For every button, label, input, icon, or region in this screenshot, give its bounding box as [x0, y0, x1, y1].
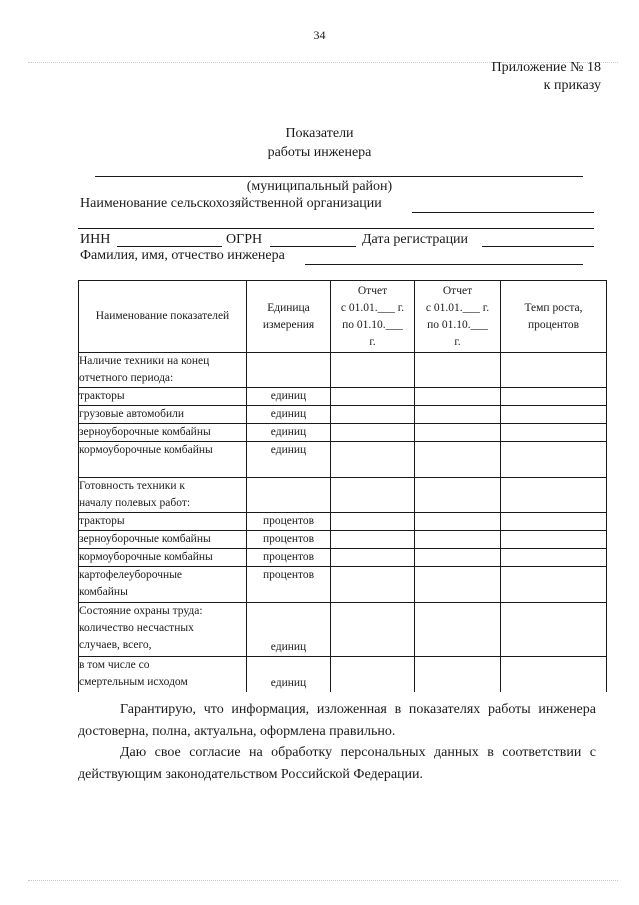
- value-cell[interactable]: [331, 353, 415, 388]
- table-row: [79, 478, 607, 513]
- appendix-order: к приказу: [543, 78, 601, 93]
- org-name-field-continuation[interactable]: [78, 228, 594, 229]
- value-cell[interactable]: [331, 478, 415, 513]
- section-title-equipment: Наличие техники на конец отчетного периода:: [79, 353, 247, 388]
- table-row: [79, 353, 607, 388]
- table-row: [79, 531, 607, 549]
- header-report-2: Отчет с 01.01.___ г. по 01.10.___ г.: [415, 281, 501, 353]
- value-cell[interactable]: [331, 513, 415, 531]
- table-row: [79, 549, 607, 567]
- row-label: тракторы: [79, 388, 247, 406]
- header-indicator-name: Наименование показателей: [79, 281, 247, 353]
- appendix-number: Приложение № 18: [491, 60, 601, 75]
- row-label: кормоуборочные комбайны: [79, 442, 247, 478]
- row-unit: процентов: [247, 567, 331, 603]
- value-cell[interactable]: [415, 531, 501, 549]
- consent-paragraph: Даю свое согласие на обработку персональных данных в соответствии с действующим законодательством Российской Федерации.: [78, 745, 596, 782]
- table-row: [79, 513, 607, 531]
- value-cell[interactable]: [501, 478, 607, 513]
- table-header-row: [79, 281, 607, 353]
- value-cell[interactable]: [415, 442, 501, 478]
- footer-divider: [28, 880, 618, 881]
- document-subtitle: работы инженера: [267, 145, 372, 160]
- value-cell[interactable]: [415, 353, 501, 388]
- table-row: [79, 603, 607, 657]
- inn-field[interactable]: [117, 246, 222, 247]
- value-cell[interactable]: [501, 531, 607, 549]
- reg-date-label: Дата регистрации: [362, 232, 469, 247]
- section-title-readiness: Готовность техники к началу полевых работ:: [79, 478, 247, 513]
- value-cell[interactable]: [331, 567, 415, 603]
- header-unit: Единица измерения: [247, 281, 331, 353]
- value-cell[interactable]: [415, 567, 501, 603]
- inn-label: ИНН: [80, 232, 111, 247]
- row-unit: процентов: [247, 549, 331, 567]
- reg-date-field[interactable]: [482, 246, 594, 247]
- ogrn-field[interactable]: [270, 246, 356, 247]
- value-cell[interactable]: [501, 513, 607, 531]
- value-cell[interactable]: [331, 388, 415, 406]
- value-cell[interactable]: [415, 478, 501, 513]
- value-cell[interactable]: [331, 549, 415, 567]
- table-row: [79, 406, 607, 424]
- row-unit: процентов: [247, 513, 331, 531]
- org-name-label: Наименование сельскохозяйственной организации: [80, 196, 382, 211]
- row-unit: единиц: [247, 603, 331, 657]
- table-row: [79, 388, 607, 406]
- page-number: 34: [313, 28, 326, 42]
- document-title: Показатели: [285, 126, 354, 141]
- header-growth-rate: Темп роста, процентов: [501, 281, 607, 353]
- value-cell[interactable]: [415, 657, 501, 692]
- guarantee-paragraph: Гарантирую, что информация, изложенная в показателях работы инженера достоверна, полна, актуальна, оформлена правильно.: [78, 702, 596, 739]
- district-blank-line[interactable]: [95, 176, 583, 177]
- value-cell[interactable]: [501, 406, 607, 424]
- table-row: [79, 424, 607, 442]
- value-cell[interactable]: [331, 442, 415, 478]
- row-unit: единиц: [247, 657, 331, 692]
- district-caption: (муниципальный район): [246, 179, 393, 194]
- engineer-name-label: Фамилия, имя, отчество инженера: [80, 248, 285, 263]
- row-label: картофелеуборочные комбайны: [79, 567, 247, 603]
- value-cell[interactable]: [331, 406, 415, 424]
- row-label: кормоуборочные комбайны: [79, 549, 247, 567]
- org-name-field[interactable]: [412, 212, 594, 213]
- ogrn-label: ОГРН: [226, 232, 263, 247]
- engineer-name-field[interactable]: [305, 264, 583, 265]
- value-cell[interactable]: [501, 549, 607, 567]
- value-cell[interactable]: [415, 603, 501, 657]
- value-cell[interactable]: [501, 657, 607, 692]
- value-cell[interactable]: [501, 424, 607, 442]
- table-row: [79, 567, 607, 603]
- value-cell[interactable]: [331, 657, 415, 692]
- row-label: тракторы: [79, 513, 247, 531]
- value-cell[interactable]: [501, 353, 607, 388]
- row-label: зерноуборочные комбайны: [79, 424, 247, 442]
- table-row: [79, 657, 607, 692]
- value-cell[interactable]: [415, 549, 501, 567]
- value-cell[interactable]: [501, 442, 607, 478]
- row-label: грузовые автомобили: [79, 406, 247, 424]
- value-cell[interactable]: [331, 531, 415, 549]
- row-unit: единиц: [247, 442, 331, 478]
- value-cell[interactable]: [501, 388, 607, 406]
- value-cell[interactable]: [501, 603, 607, 657]
- value-cell[interactable]: [415, 388, 501, 406]
- row-unit: процентов: [247, 531, 331, 549]
- value-cell[interactable]: [415, 406, 501, 424]
- table-row: [79, 442, 607, 478]
- value-cell[interactable]: [331, 424, 415, 442]
- value-cell[interactable]: [415, 424, 501, 442]
- row-unit: единиц: [247, 406, 331, 424]
- header-report-1: Отчет с 01.01.___ г. по 01.10.___ г.: [331, 281, 415, 353]
- value-cell[interactable]: [415, 513, 501, 531]
- indicators-table: [78, 280, 607, 692]
- row-label: зерноуборочные комбайны: [79, 531, 247, 549]
- value-cell[interactable]: [331, 603, 415, 657]
- row-label: в том числе со смертельным исходом: [79, 657, 247, 692]
- row-unit: единиц: [247, 424, 331, 442]
- row-unit: единиц: [247, 388, 331, 406]
- value-cell[interactable]: [501, 567, 607, 603]
- section-title-labor-safety: Состояние охраны труда: количество несчастных случаев, всего,: [79, 603, 247, 657]
